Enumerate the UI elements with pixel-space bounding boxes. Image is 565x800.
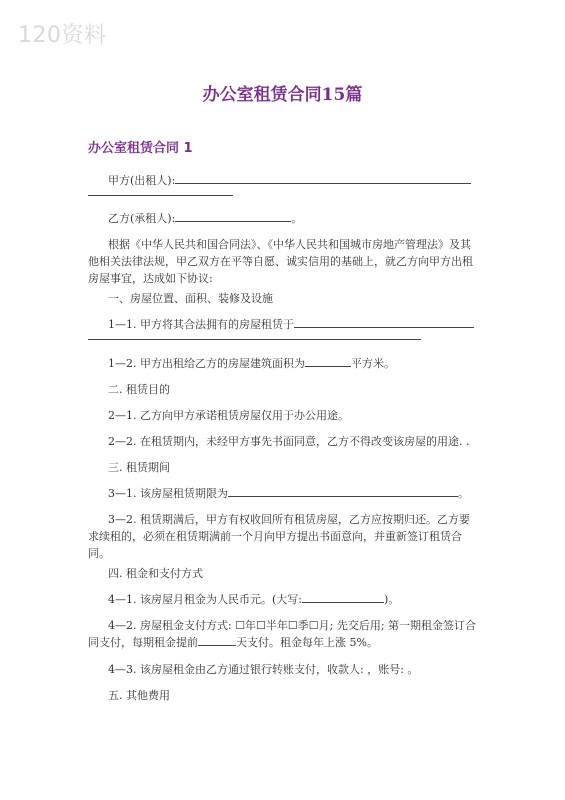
party-a-label: 甲方(出租人):: [108, 174, 176, 187]
blank-underline: [302, 592, 384, 603]
clause-1-2: [88, 355, 480, 372]
clause-heading-5: 五. 其他费用: [108, 689, 170, 702]
clause-text: 4—2. 房屋租金支付方式: ☐年☐半年☐季☐月; 先交后用; 第一期租金签订合同支付，每期租金提前: [88, 619, 477, 649]
clause-text: 1—2. 甲方出租给乙方的房屋建筑面积为: [108, 357, 305, 370]
clause-text: 天支付。租金每年上涨 5%。: [236, 636, 378, 649]
period: 。: [291, 212, 303, 225]
blank-underline: [175, 173, 471, 184]
blank-underline: [198, 635, 236, 646]
blank-underline: [88, 195, 233, 196]
clause-text: 平方米。: [351, 357, 395, 370]
blank-underline: [294, 317, 474, 328]
clause-heading-1: 一、房屋位置、面积、装修及设施: [108, 292, 273, 305]
clause-4-1: [88, 591, 480, 608]
blank-underline: [228, 486, 458, 497]
watermark-logo: 120资料: [18, 23, 107, 48]
period: 。: [458, 487, 469, 500]
clause-text: 3—1. 该房屋租赁期限为: [108, 487, 228, 500]
section-heading: 办公室租赁合同 1: [88, 141, 193, 156]
document-title: 办公室租赁合同15篇: [202, 85, 363, 105]
clause-heading-3: 三. 租赁期间: [108, 461, 170, 474]
blank-underline: [305, 356, 351, 367]
clause-heading-2: 二. 租赁目的: [108, 383, 170, 396]
clause-2-2: 2—2. 在租赁期内，未经甲方事先书面同意，乙方不得改变该房屋的用途. .: [108, 435, 470, 448]
clause-heading-4: 四. 租金和支付方式: [108, 567, 203, 580]
clause-4-3: 4—3. 该房屋租金由乙方通过银行转账支付，收款人: ，账号: 。: [108, 663, 419, 676]
blank-underline: [175, 211, 291, 222]
clause-text: 4—1. 该房屋月租金为人民币元。(大写:: [108, 593, 302, 606]
preamble-paragraph: 根据《中华人民共和国合同法》、《中华人民共和国城市房地产管理法》及其他相关法律法规，甲乙双方在平等自愿、诚实信用的基础上，就乙方向甲方出租房屋事宜，达成如下协议:: [88, 238, 473, 285]
clause-text: 1—1. 甲方将其合法拥有的房屋租赁于: [108, 318, 294, 331]
party-a-line: [88, 172, 480, 189]
clause-3-1: [88, 485, 480, 502]
blank-underline: [88, 339, 421, 340]
clause-2-1: 2—1. 乙方向甲方承诺租赁房屋仅用于办公用途。: [108, 409, 349, 422]
clause-3-2: 3—2. 租赁期满后，甲方有权收回所有租赁房屋，乙方应按期归还。乙方要求续租的，必须在租赁期满前一个月向甲方提出书面意向，并重新签订租赁合同。: [88, 513, 470, 560]
party-b-label: 乙方(承租人):: [108, 212, 176, 225]
clause-4-2: [88, 617, 480, 651]
clause-1-1: [88, 316, 480, 333]
party-b-line: [88, 210, 480, 227]
clause-text: )。: [384, 593, 400, 606]
